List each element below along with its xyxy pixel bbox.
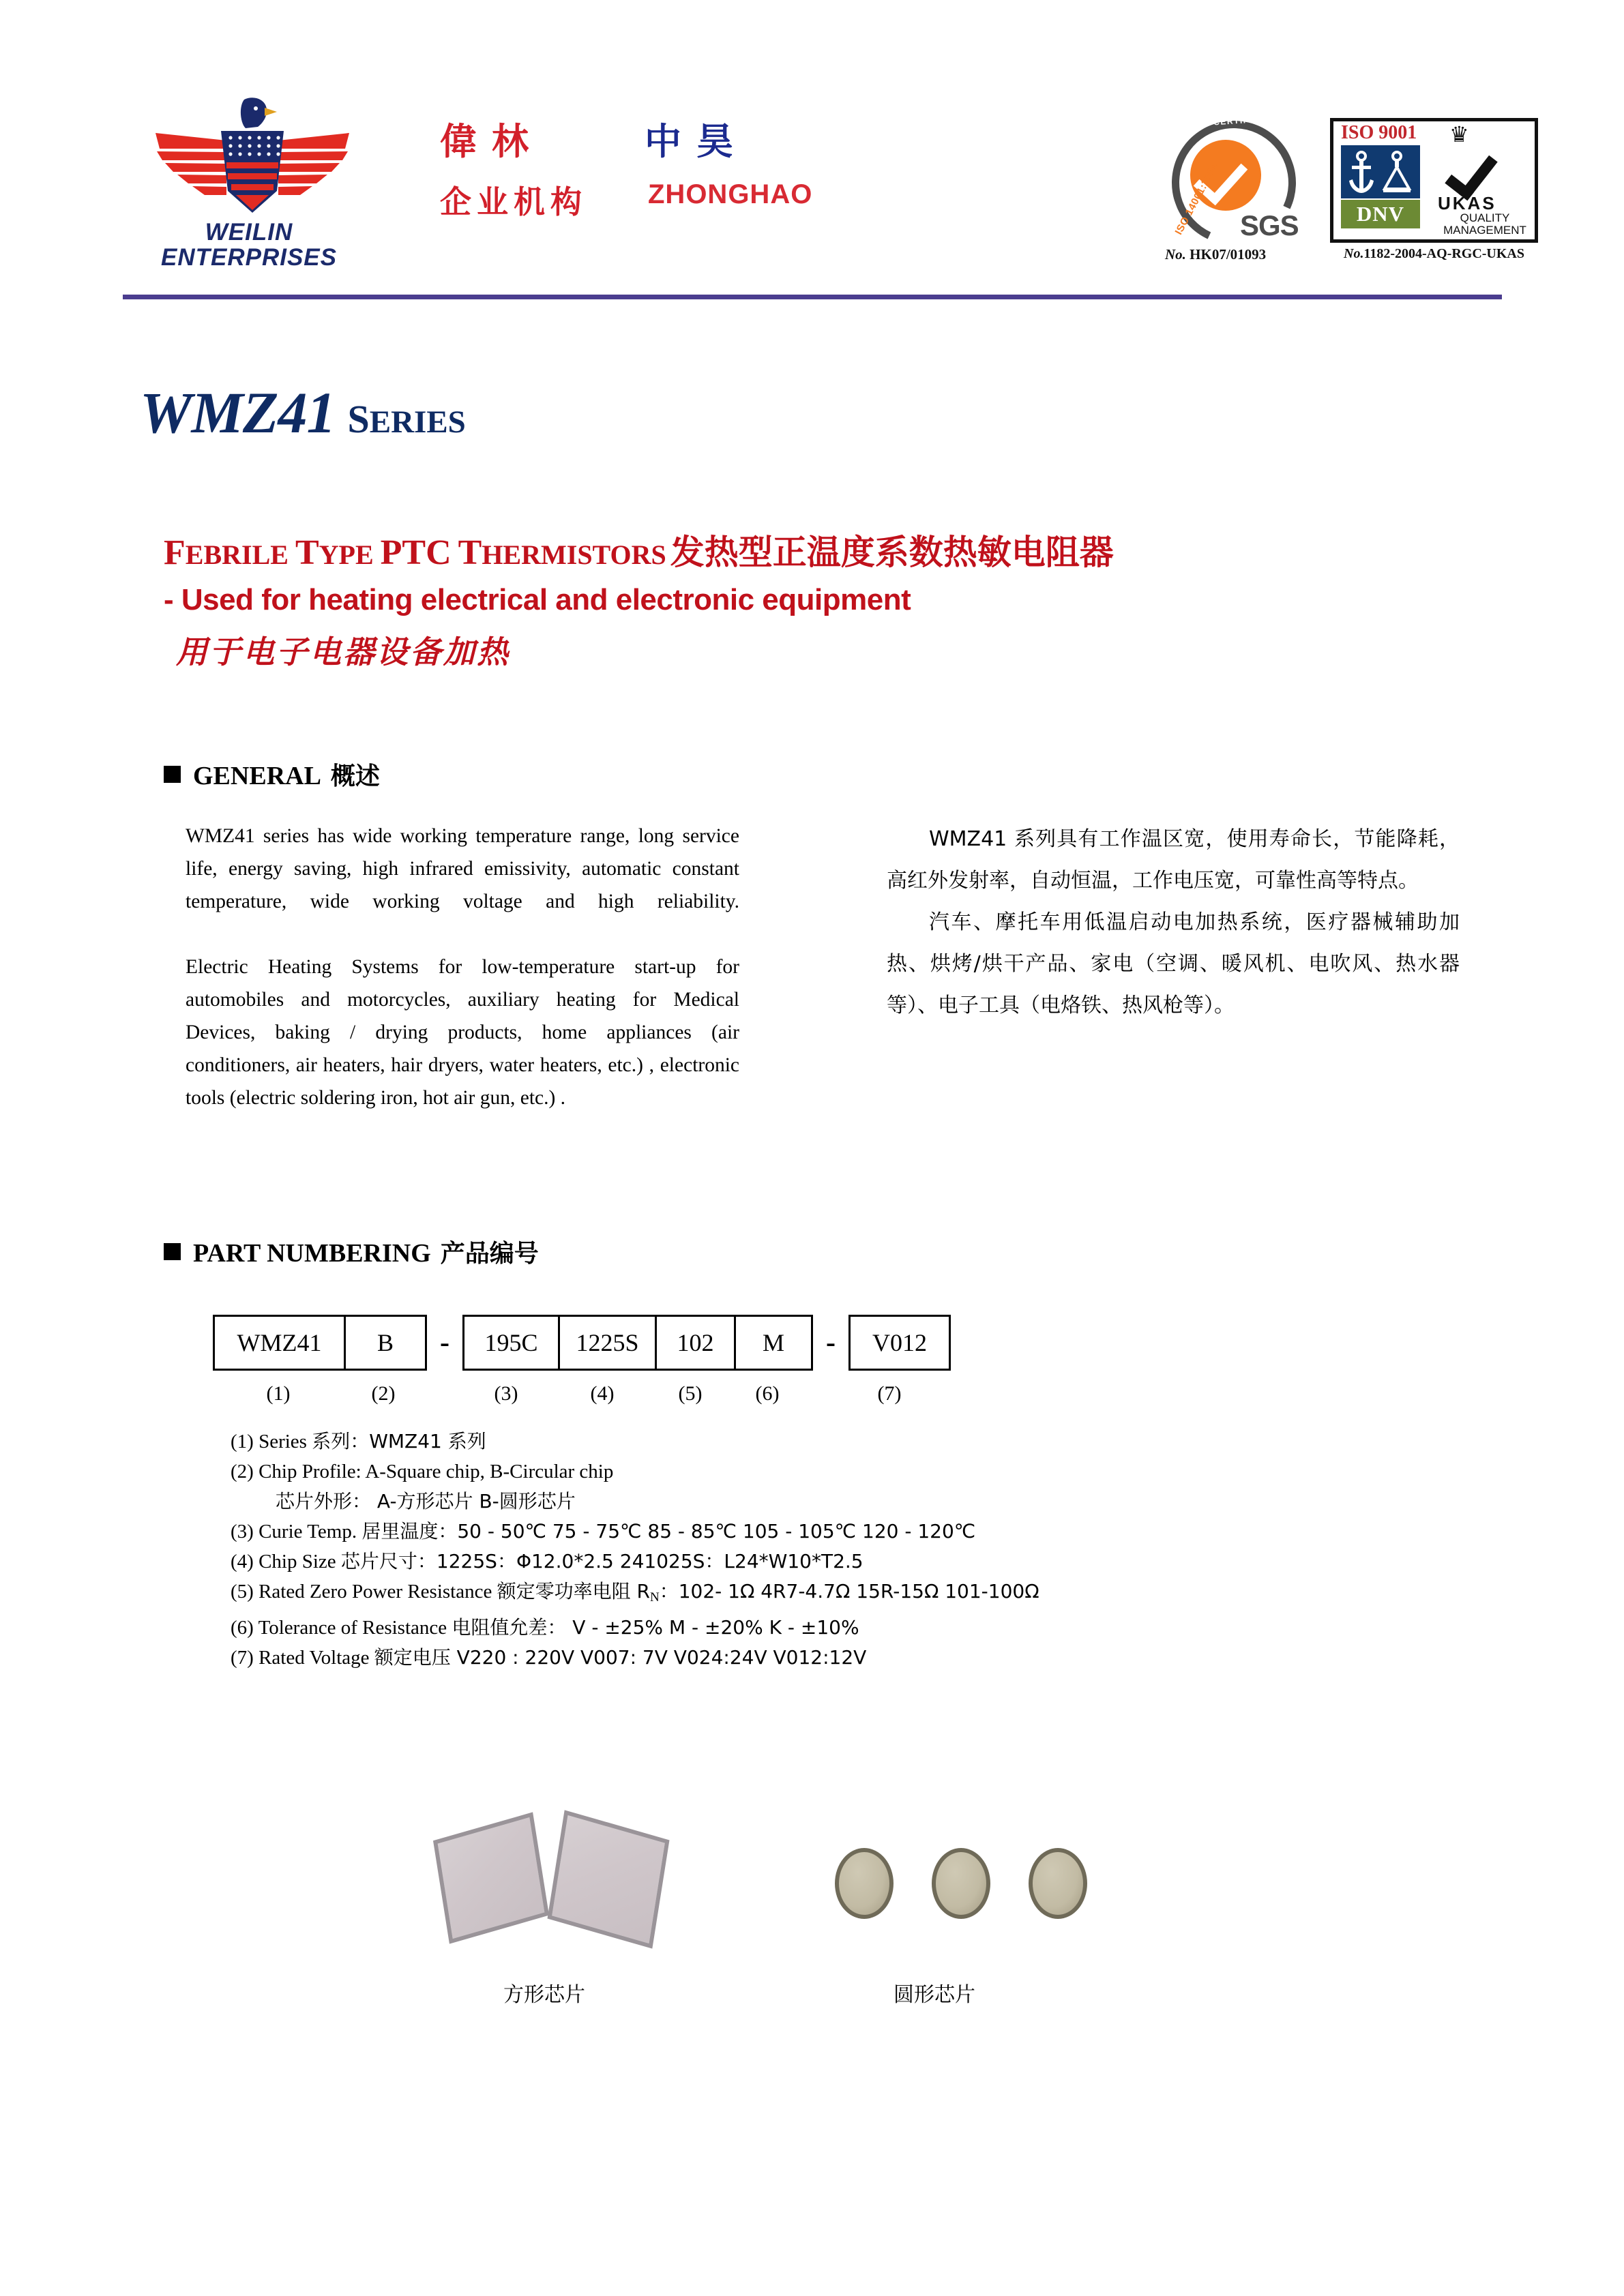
- legend-5-id: (5): [231, 1581, 254, 1602]
- legend-4-en: Chip Size: [259, 1551, 336, 1572]
- legend-item-6: [231, 1613, 1390, 1643]
- dnv-no-prefix: No.: [1344, 246, 1364, 261]
- legend-6-id: (6): [231, 1617, 254, 1639]
- general-chinese-text: [887, 818, 1460, 1026]
- product-photos: [382, 1807, 1146, 2032]
- index-gap-2: [805, 1376, 840, 1412]
- series-word-cap: S: [347, 397, 370, 441]
- chinese-brand-block: [440, 113, 876, 263]
- legend-4-cn: 芯片尺寸：1225S：Φ12.0*2.5 241025S：L24*W10*T2.5: [340, 1550, 863, 1572]
- legend-2-id: (2): [231, 1461, 254, 1482]
- general-en-paragraph-2: Electric Heating Systems for low-temperature start-up for automobiles and motorcycles, auxiliary heating for Medical Devices, baking / drying products, home appliances (air conditioners, air heaters, hair dryers, water heaters, etc.) , electronic tools (electric soldering iron, hot air gun, etc.) .: [186, 956, 739, 1109]
- dnv-certificate-number: [1330, 246, 1538, 262]
- part-number-group-2: [462, 1315, 813, 1371]
- legend-3-en: Curie Temp.: [259, 1521, 357, 1542]
- sgs-iso14001-logo: [1160, 113, 1316, 283]
- part-number-cell-7: V012: [872, 1329, 927, 1356]
- legend-6-en: Tolerance of Resistance: [258, 1617, 447, 1639]
- weilin-line1: WEILIN: [205, 219, 293, 245]
- general-en-paragraph-1: WMZ41 series has wide working temperature range, long service life, energy saving, high infrared emissivity, automatic constant temperature, wide working voltage and high reliability.: [186, 825, 739, 912]
- legend-5-cn: 额定零功率电阻 R: [497, 1580, 650, 1602]
- legend-7-id: (7): [231, 1647, 254, 1669]
- circular-chip-photo-3: [1029, 1848, 1087, 1919]
- legend-6-cn: 电阻值允差： V - ±25% M - ±20% K - ±10%: [452, 1616, 859, 1639]
- legend-7-cn: 额定电压 V220 : 220V V007: 7V V024:24V V012:12V: [374, 1646, 867, 1669]
- circular-chip-caption: 圆形芯片: [894, 1983, 975, 2007]
- series-title-main: WMZ41: [140, 380, 336, 445]
- legend-item-2-cn: [231, 1487, 1390, 1517]
- sgs-wordmark: SGS: [1240, 209, 1299, 241]
- part-number-cell-5: 102: [657, 1317, 736, 1369]
- circular-chip-photo-1: [835, 1848, 894, 1919]
- square-bullet-icon: [164, 766, 181, 783]
- legend-3-cn: 居里温度：50 - 50℃ 75 - 75℃ 85 - 85℃ 105 - 105℃ 120 - 120℃: [361, 1520, 976, 1542]
- dnv-no-value: 1182-2004-AQ-RGC-UKAS: [1363, 246, 1524, 261]
- legend-item-3: [231, 1517, 1390, 1547]
- part-number-cell-3: 195C: [464, 1317, 560, 1369]
- legend-item-1: [231, 1427, 1390, 1457]
- general-heading-cn: 概述: [330, 762, 380, 790]
- ukas-subtitle-line1: QUALITY: [1460, 211, 1510, 224]
- legend-5-en: Rated Zero Power Resistance: [259, 1581, 492, 1602]
- legend-4-id: (4): [231, 1551, 254, 1572]
- weilin-line2: ENTERPRISES: [161, 244, 337, 271]
- brand-qiye-cn: 企业机构: [440, 183, 587, 220]
- part-number-group-3: [848, 1315, 951, 1371]
- square-chip-caption: 方形芯片: [503, 1983, 585, 2007]
- part-number-cell-2: B: [377, 1329, 394, 1356]
- eagle-emblem-icon: [150, 95, 355, 222]
- product-headline-line1: [164, 525, 1114, 574]
- legend-5-tail: ：102- 1Ω 4R7-4.7Ω 15R-15Ω 101-100Ω: [659, 1580, 1039, 1602]
- general-cn-paragraph-1: WMZ41 系列具有工作温区宽，使用寿命长，节能降耗，高红外发射率，自动恒温，工作电压宽，可靠性高等特点。: [887, 827, 1460, 893]
- part-number-index-6: (6): [755, 1382, 780, 1405]
- part-number-separator-1: -: [440, 1327, 449, 1358]
- legend-item-4: [231, 1547, 1390, 1577]
- legend-7-en: Rated Voltage: [259, 1647, 370, 1669]
- general-english-text: [186, 820, 739, 1114]
- partnum-heading-en: PART NUMBERING: [193, 1239, 431, 1268]
- brand-weilin-cn: 偉林: [440, 120, 544, 163]
- square-bullet-icon: [164, 1243, 181, 1260]
- sgs-no-value: HK07/01093: [1190, 246, 1267, 263]
- sgs-certificate-number: [1165, 246, 1266, 263]
- certification-logos: [1160, 113, 1541, 283]
- legend-1-en: Series: [259, 1431, 307, 1452]
- legend-3-id: (3): [231, 1521, 254, 1542]
- partnum-heading-cn: 产品编号: [440, 1240, 539, 1268]
- circular-chip-photo-2: [932, 1848, 990, 1919]
- sgs-iso-standard-text: ISO 14001:2004: [1172, 160, 1221, 237]
- general-heading-en: GENERAL: [193, 762, 321, 790]
- part-number-cell-4: 1225S: [560, 1317, 657, 1369]
- series-word-rest: ERIES: [369, 404, 466, 440]
- legend-item-2: [231, 1457, 1390, 1487]
- anchor-scales-icon: [1341, 145, 1420, 198]
- ukas-wordmark: UKAS: [1438, 193, 1496, 213]
- part-number-index-row: [213, 1376, 939, 1412]
- header-divider: [123, 295, 1502, 299]
- headline-en: FEBRILE TYPE PTC THERMISTORS: [164, 533, 666, 572]
- crown-icon: ♛: [1449, 122, 1469, 147]
- part-number-index-3: (3): [494, 1382, 518, 1405]
- weilin-logo: [136, 95, 464, 286]
- legend-1-id: (1): [231, 1431, 254, 1452]
- iso9001-text: ISO 9001: [1341, 122, 1417, 143]
- dnv-ukas-iso9001-logo: [1330, 113, 1541, 283]
- legend-5-subscript: N: [649, 1590, 660, 1605]
- part-number-table: [213, 1315, 951, 1371]
- legend-1-cn: 系列：WMZ41 系列: [312, 1430, 486, 1452]
- brand-zhonghao-cn: 中昊: [645, 120, 748, 163]
- page-title: [140, 378, 466, 447]
- square-chip-photo-1: [433, 1812, 549, 1943]
- ukas-subtitle: [1434, 212, 1536, 237]
- brand-zhonghao-latin: ZHONGHAO: [648, 179, 813, 209]
- part-number-cell-6: M: [762, 1329, 784, 1356]
- part-number-index-2: (2): [371, 1382, 396, 1405]
- product-headline-line3: 用于电子电器设备加热: [176, 633, 510, 670]
- part-number-index-5: (5): [678, 1382, 703, 1405]
- general-cn-paragraph-2: 汽车、摩托车用低温启动电加热系统，医疗器械辅助加热、烘烤/烘干产品、家电（空调、暖风机、电吹风、热水器等）、电子工具（电烙铁、热风枪等）。: [887, 910, 1460, 1017]
- sgs-system-certification-text: SYSTEM CERTIFICATION: [1170, 112, 1290, 130]
- legend-item-7: [231, 1643, 1390, 1673]
- part-number-index-7: (7): [877, 1382, 902, 1405]
- part-number-index-1: (1): [266, 1382, 291, 1405]
- part-number-cell-1: WMZ41: [215, 1317, 346, 1369]
- ukas-subtitle-line2: MANAGEMENT: [1443, 223, 1526, 237]
- part-number-legend: [231, 1427, 1390, 1673]
- series-title-word: [347, 397, 466, 441]
- weilin-wordmark: [136, 220, 361, 270]
- product-headline-line2: - Used for heating electrical and electronic equipment: [164, 583, 911, 616]
- part-number-index-4: (4): [590, 1382, 615, 1405]
- part-number-separator-2: -: [826, 1327, 836, 1358]
- legend-2-cn: 芯片外形： A-方形芯片 B-圆形芯片: [276, 1490, 576, 1512]
- page-header: [0, 0, 1624, 300]
- index-gap-1: [423, 1376, 458, 1412]
- dnv-anchor-panel: [1341, 145, 1420, 198]
- headline-cn: 发热型正温度系数热敏电阻器: [670, 533, 1114, 572]
- legend-2-en: Chip Profile: A-Square chip, B-Circular chip: [259, 1461, 614, 1482]
- sgs-no-prefix: No.: [1165, 246, 1186, 263]
- legend-item-5: [231, 1577, 1390, 1613]
- part-number-group-1: [213, 1315, 427, 1371]
- general-section-heading: [164, 757, 380, 792]
- dnv-wordmark: DNV: [1341, 200, 1420, 228]
- square-chip-photo-2: [547, 1810, 669, 1948]
- part-numbering-section-heading: [164, 1234, 539, 1269]
